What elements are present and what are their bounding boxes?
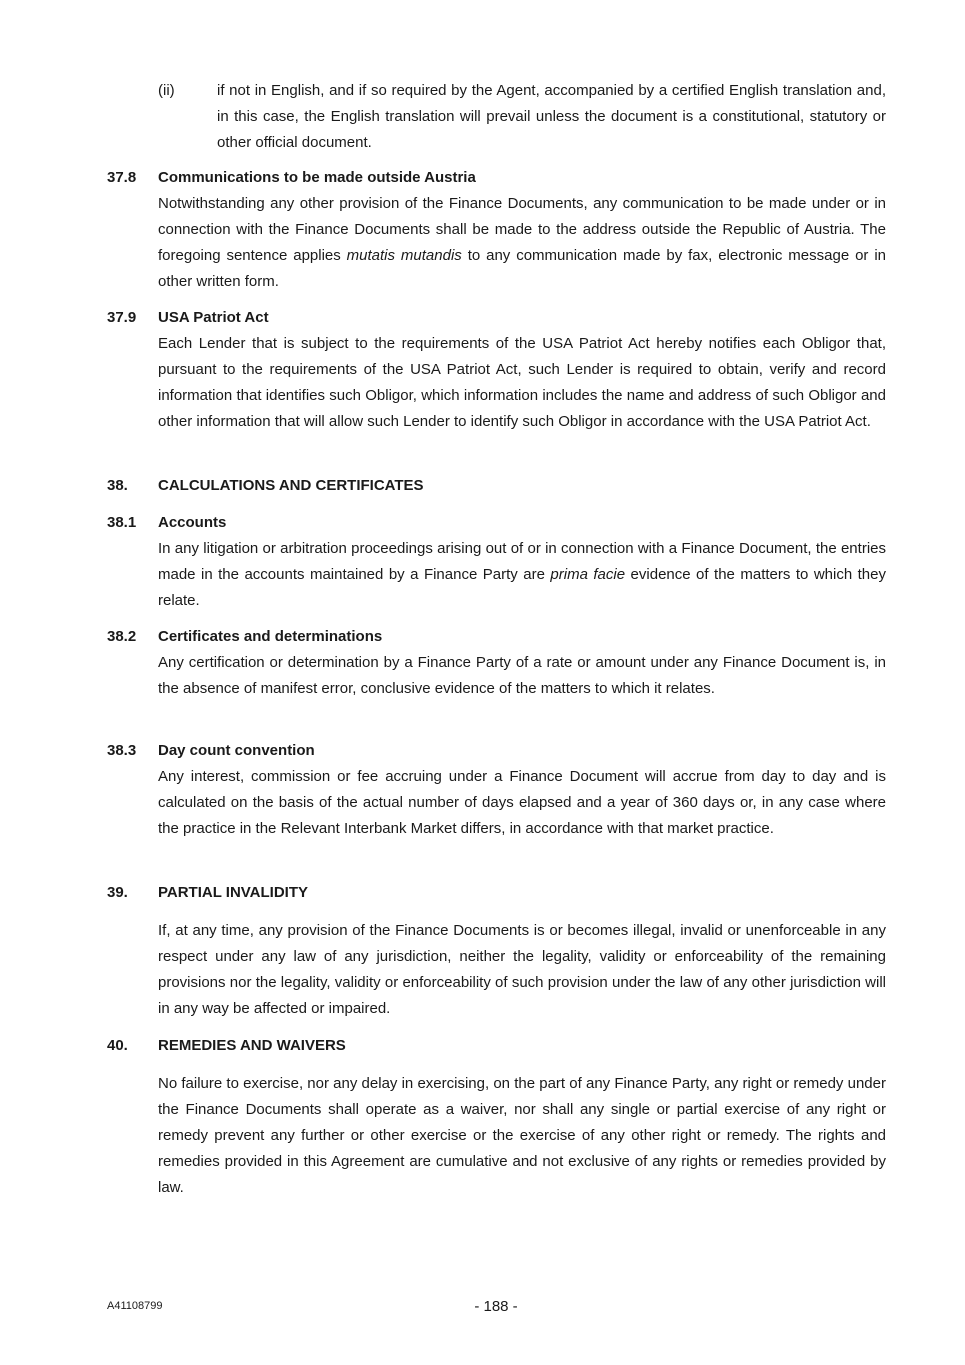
section-number-38-3: 38.3	[107, 742, 137, 759]
sub-item-label: (ii)	[158, 82, 175, 99]
section-heading-38-2: Certificates and determinations	[158, 628, 383, 645]
section-text-38-1-a: In any litigation or arbitration proceedings arising out of or in connection with a Finance Document, the entries made in the accounts maintained by a Finance Party are	[158, 540, 886, 583]
section-heading-38: CALCULATIONS AND CERTIFICATES	[158, 477, 424, 494]
page-number: - 188 -	[474, 1298, 518, 1315]
section-number-39: 39.	[107, 884, 128, 901]
section-number-40: 40.	[107, 1037, 128, 1054]
section-text-37-8-b: to any communication made by fax, electronic message or in other written form.	[158, 247, 886, 290]
section-number-38: 38.	[107, 477, 128, 494]
section-text-37-8-a: Notwithstanding any other provision of the Finance Documents, any communication to be made under or in connection with the Finance Documents shall be made to the address outside the Republic of Austria. The foregoing sentence applies	[158, 195, 886, 264]
section-text-37-8	[158, 191, 886, 295]
sub-item-text: if not in English, and if so required by the Agent, accompanied by a certified English translation and, in this case, the English translation will prevail unless the document is a constitutional, statutory or other official document.	[217, 82, 886, 151]
section-number-37-8: 37.8	[107, 169, 137, 186]
section-heading-40: REMEDIES AND WAIVERS	[158, 1037, 346, 1054]
section-heading-39: PARTIAL INVALIDITY	[158, 884, 308, 901]
document-reference: A41108799	[107, 1300, 163, 1312]
section-number-38-1: 38.1	[107, 514, 137, 531]
section-heading-37-8: Communications to be made outside Austria	[158, 169, 476, 186]
section-text-38-1-b: evidence of the matters to which they relate.	[158, 566, 886, 609]
section-heading-38-1: Accounts	[158, 514, 227, 531]
section-heading-38-3: Day count convention	[158, 742, 315, 759]
section-number-37-9: 37.9	[107, 309, 137, 326]
section-text-38-2: Any certification or determination by a Finance Party of a rate or amount under any Finance Document is, in the absence of manifest error, conclusive evidence of the matters to which it relates.	[158, 654, 886, 697]
section-text-38-1	[158, 536, 886, 614]
section-text-39: If, at any time, any provision of the Finance Documents is or becomes illegal, invalid or unenforceable in any respect under any law of any jurisdiction, neither the legality, validity or enforceability of the remaining provisions nor the legality, validity or enforceability of such provision under the law of any other jurisdiction will in any way be affected or impaired.	[158, 922, 886, 1017]
section-text-38-1-italic: prima facie	[550, 566, 626, 583]
section-text-40: No failure to exercise, nor any delay in exercising, on the part of any Finance Party, any right or remedy under the Finance Documents shall operate as a waiver, nor shall any single or partial exercise of any right or remedy prevent any further or other exercise or the exercise of any other right or remedy. The rights and remedies provided in this Agreement are cumulative and not exclusive of any rights or remedies provided by law.	[158, 1075, 886, 1196]
section-text-37-8-italic: mutatis mutandis	[346, 247, 462, 264]
section-heading-37-9: USA Patriot Act	[158, 309, 269, 326]
section-text-38-3: Any interest, commission or fee accruing under a Finance Document will accrue from day to day and is calculated on the basis of the actual number of days elapsed and a year of 360 days or, in any case where the practice in the Relevant Interbank Market differs, in accordance with that market practice.	[158, 768, 886, 837]
section-text-37-9: Each Lender that is subject to the requirements of the USA Patriot Act hereby notifies each Obligor that, pursuant to the requirements of the USA Patriot Act, such Lender is required to obtain, verify and record information that identifies such Obligor, which information includes the name and address of such Obligor and other information that will allow such Lender to identify such Obligor in accordance with the USA Patriot Act.	[158, 335, 886, 430]
section-number-38-2: 38.2	[107, 628, 137, 645]
